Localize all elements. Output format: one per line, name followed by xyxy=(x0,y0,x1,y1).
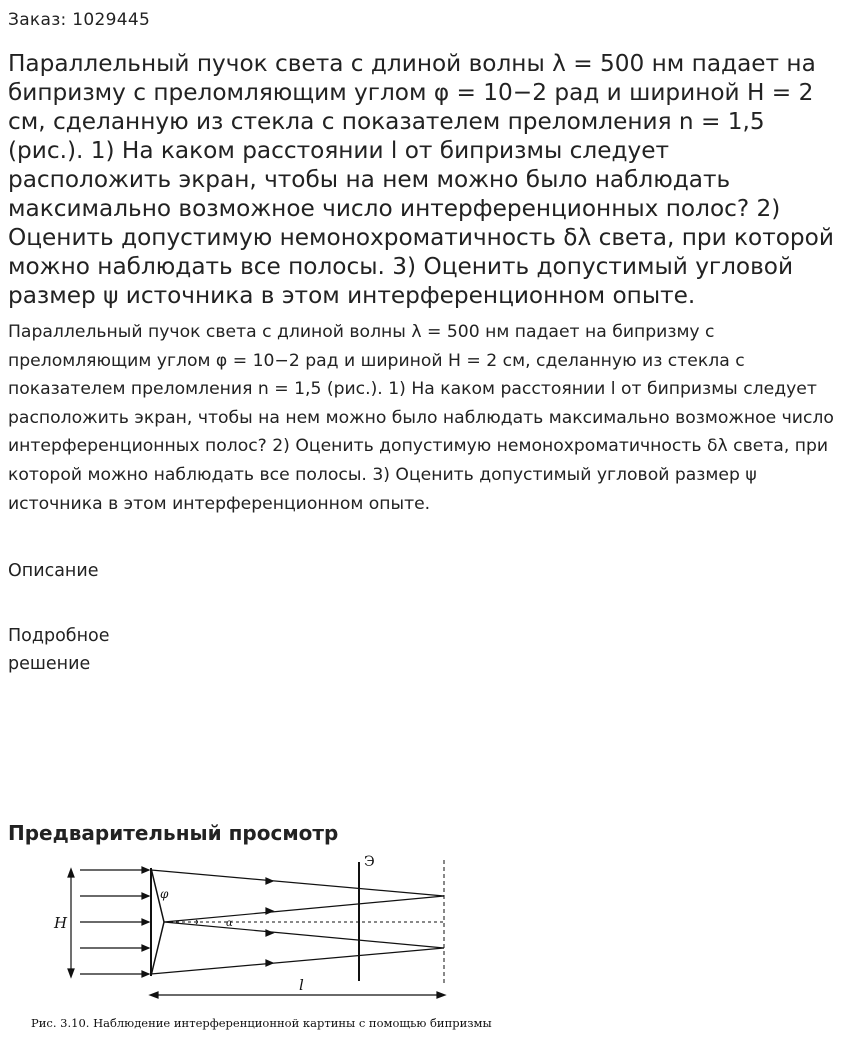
h-label: H xyxy=(54,914,68,932)
problem-title: Параллельный пучок света с длиной волны λ = 500 нм падает на бипризму с преломляющим углом φ = 10−2 рад и шириной H = 2 см, сделанную из стекла с показателем преломления n = 1,5 (рис.). 1) На каком расстоянии l от бипризмы следует расположить экран, чтобы на нем можно было наблюдать максимально возможное число интерференционных полос? 2) Оценить допустимую немонохроматичность δλ света, при которой можно наблюдать все полосы. 3) Оценить допустимый угловой размер ψ источника в этом интерференционном опыте. xyxy=(8,50,834,309)
order-number: Заказ: 1029445 xyxy=(8,10,151,30)
description-link[interactable]: Описание xyxy=(8,561,99,581)
preview-heading: Предварительный просмотр xyxy=(8,821,339,845)
detailed-solution-link[interactable]: Подробное решение xyxy=(8,626,110,674)
refracted-ray xyxy=(151,870,444,896)
h-arrow-top xyxy=(68,869,74,877)
l-label: l xyxy=(299,976,304,994)
refracted-ray xyxy=(151,948,444,974)
refracted-ray xyxy=(164,922,444,948)
alpha-label: α xyxy=(226,918,233,929)
refracted-ray xyxy=(164,896,444,922)
figure-caption: Рис. 3.10. Наблюдение интерференционной картины с помощью бипризмы xyxy=(31,1016,492,1030)
screen-label: Э xyxy=(364,854,375,870)
phi-label: φ xyxy=(160,887,169,901)
biprism-figure xyxy=(28,850,498,1040)
biprism-faces xyxy=(151,868,164,976)
h-arrow-bottom xyxy=(68,969,74,977)
problem-body: Параллельный пучок света с длиной волны λ = 500 нм падает на бипризму с преломляющим углом φ = 10−2 рад и шириной H = 2 см, сделанную из стекла с показателем преломления n = 1,5 (рис.). 1) На каком расстоянии l от бипризмы следует расположить экран, чтобы на нем можно было наблюдать максимально возможное число интерференционных полос? 2) Оценить допустимую немонохроматичность δλ света, при которой можно наблюдать все полосы. 3) Оценить допустимый угловой размер ψ источника в этом интерференционном опыте. xyxy=(8,322,834,514)
